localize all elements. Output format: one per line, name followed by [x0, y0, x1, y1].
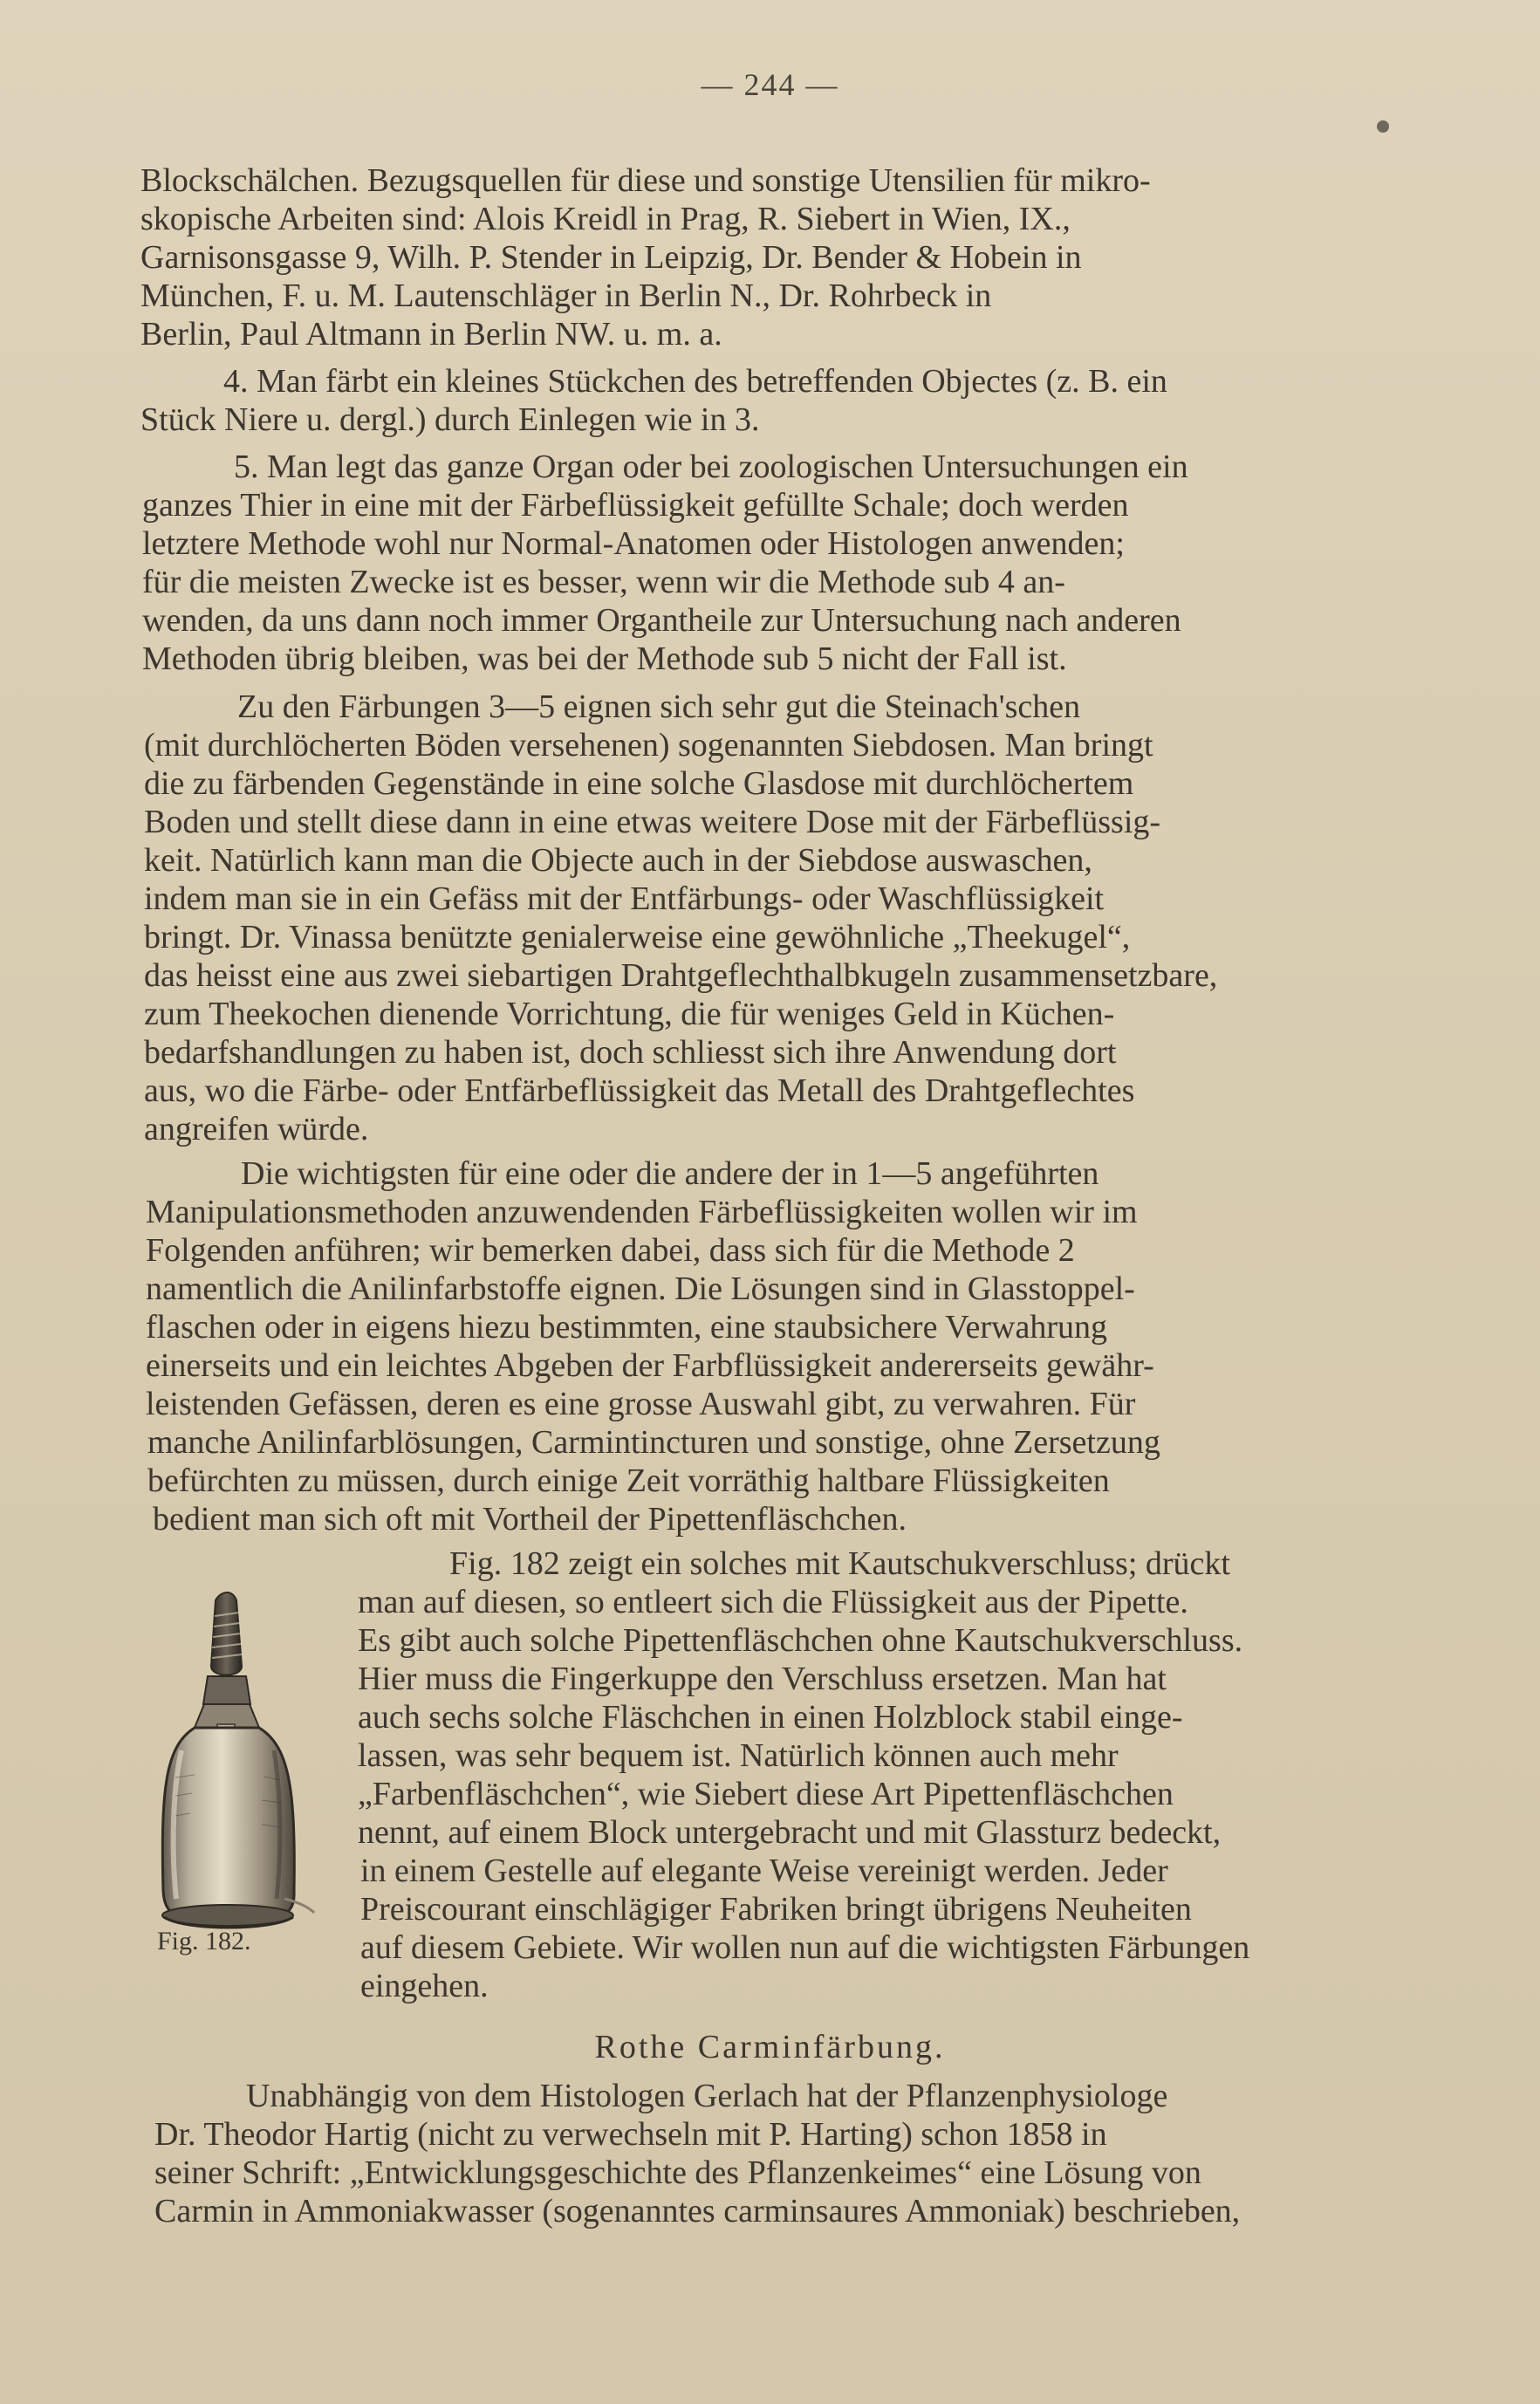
text-line: Dr. Theodor Hartig (nicht zu verwechseln mit P. Harting) schon 1858 in: [154, 2116, 1107, 2153]
text-line: befürchten zu müssen, durch einige Zeit vorräthig haltbare Flüssigkeiten: [147, 1462, 1110, 1499]
text-line: bedarfshandlungen zu haben ist, doch schliesst sich ihre Anwendung dort: [144, 1034, 1117, 1071]
text-line: 4. Man färbt ein kleines Stückchen des betreffenden Objectes (z. B. ein: [223, 363, 1167, 400]
text-line: (mit durchlöcherten Böden versehenen) sogenannten Siebdosen. Man bringt: [144, 727, 1153, 764]
text-line: 5. Man legt das ganze Organ oder bei zoologischen Untersuchungen ein: [234, 449, 1188, 485]
text-line: man auf diesen, so entleert sich die Flüssigkeit aus der Pipette.: [358, 1584, 1188, 1620]
text-line: Die wichtigsten für eine oder die andere der in 1—5 angeführten: [241, 1155, 1099, 1192]
text-line: auch sechs solche Fläschchen in einen Holzblock stabil einge-: [358, 1699, 1183, 1736]
text-line: namentlich die Anilinfarbstoffe eignen. Die Lösungen sind in Glasstoppel-: [146, 1270, 1135, 1307]
text-line: Preiscourant einschlägiger Fabriken bringt übrigens Neuheiten: [360, 1891, 1192, 1928]
text-line: leistenden Gefässen, deren es eine grosse Auswahl gibt, zu verwahren. Für: [146, 1386, 1136, 1422]
text-line: Boden und stellt diese dann in eine etwas weitere Dose mit der Färbeflüssig-: [144, 804, 1161, 840]
text-line: aus, wo die Färbe- oder Entfärbeflüssigkeit das Metall des Drahtgeflechtes: [144, 1072, 1135, 1109]
section-heading: Rothe Carminfärbung.: [594, 2029, 946, 2065]
text-line: wenden, da uns dann noch immer Organtheile zur Untersuchung nach anderen: [142, 602, 1181, 639]
text-line: München, F. u. M. Lautenschläger in Berlin N., Dr. Rohrbeck in: [140, 277, 992, 314]
text-line: Methoden übrig bleiben, was bei der Methode sub 5 nicht der Fall ist.: [142, 640, 1067, 677]
text-line: lassen, was sehr bequem ist. Natürlich können auch mehr: [358, 1737, 1119, 1774]
text-line: Folgenden anführen; wir bemerken dabei, dass sich für die Methode 2: [146, 1232, 1075, 1269]
text-line: das heisst eine aus zwei siebartigen Drahtgeflechthalbkugeln zusammensetzbare,: [144, 957, 1218, 994]
text-line: flaschen oder in eigens hiezu bestimmten, eine staubsichere Verwahrung: [146, 1309, 1107, 1346]
text-line: Unabhängig von dem Histologen Gerlach hat der Pflanzenphysiologe: [246, 2078, 1168, 2114]
text-line: nennt, auf einem Block untergebracht und mit Glassturz bedeckt,: [358, 1814, 1222, 1851]
text-line: manche Anilinfarblösungen, Carmintincturen und sonstige, ohne Zersetzung: [147, 1424, 1160, 1461]
text-line: ganzes Thier in eine mit der Färbeflüssigkeit gefüllte Schale; doch werden: [142, 487, 1129, 524]
text-line: seiner Schrift: „Entwicklungsgeschichte des Pflanzenkeimes“ eine Lösung von: [154, 2154, 1201, 2191]
text-line: bedient man sich oft mit Vortheil der Pipettenfläschchen.: [153, 1501, 907, 1538]
text-line: Blockschälchen. Bezugsquellen für diese und sonstige Utensilien für mikro-: [140, 162, 1151, 199]
page-number: — 244 —: [701, 67, 839, 102]
text-line: letztere Methode wohl nur Normal-Anatomen oder Histologen anwenden;: [142, 525, 1125, 562]
text-line: in einem Gestelle auf elegante Weise vereinigt werden. Jeder: [360, 1853, 1168, 1889]
text-line: Berlin, Paul Altmann in Berlin NW. u. m. a.: [140, 316, 722, 353]
text-line: „Farbenfläschchen“, wie Siebert diese Art Pipettenfläschchen: [358, 1776, 1174, 1812]
text-line: Zu den Färbungen 3—5 eignen sich sehr gut die Steinach'schen: [237, 688, 1081, 725]
text-line: skopische Arbeiten sind: Alois Kreidl in Prag, R. Siebert in Wien, IX.,: [140, 201, 1071, 237]
text-line: auf diesem Gebiete. Wir wollen nun auf die wichtigsten Färbungen: [360, 1929, 1250, 1966]
text-line: einerseits und ein leichtes Abgeben der Farbflüssigkeit andererseits gewähr-: [146, 1347, 1154, 1384]
text-line: für die meisten Zwecke ist es besser, wenn wir die Methode sub 4 an-: [142, 564, 1065, 600]
text-line: bringt. Dr. Vinassa benützte genialerweise eine gewöhnliche „Theekugel“,: [144, 919, 1131, 955]
text-line: angreifen würde.: [144, 1111, 369, 1147]
text-line: keit. Natürlich kann man die Objecte auch in der Siebdose auswaschen,: [144, 842, 1092, 879]
text-line: Fig. 182 zeigt ein solches mit Kautschukverschluss; drückt: [449, 1545, 1230, 1582]
text-line: indem man sie in ein Gefäss mit der Entfärbungs- oder Waschflüssigkeit: [144, 880, 1105, 917]
ink-spot: [1377, 120, 1389, 133]
text-line: zum Theekochen dienende Vorrichtung, die für weniges Geld in Küchen-: [144, 996, 1115, 1032]
text-line: Hier muss die Fingerkuppe den Verschluss ersetzen. Man hat: [358, 1661, 1167, 1697]
text-line: Es gibt auch solche Pipettenfläschchen ohne Kautschukverschluss.: [358, 1622, 1243, 1659]
text-line: Stück Niere u. dergl.) durch Einlegen wie in 3.: [140, 401, 760, 438]
text-line: Garnisonsgasse 9, Wilh. P. Stender in Leipzig, Dr. Bender & Hobein in: [140, 239, 1082, 276]
text-line: Carmin in Ammoniakwasser (sogenanntes carminsaures Ammoniak) beschrieben,: [154, 2193, 1241, 2229]
text-line: Manipulationsmethoden anzuwendenden Färbeflüssigkeiten wollen wir im: [146, 1194, 1138, 1230]
text-line: eingehen.: [360, 1968, 489, 2004]
text-line: die zu färbenden Gegenstände in eine solche Glasdose mit durchlöchertem: [144, 765, 1134, 802]
figure-caption: Fig. 182.: [157, 1927, 251, 1955]
pipette-bottle-illustration: [154, 1590, 319, 1930]
